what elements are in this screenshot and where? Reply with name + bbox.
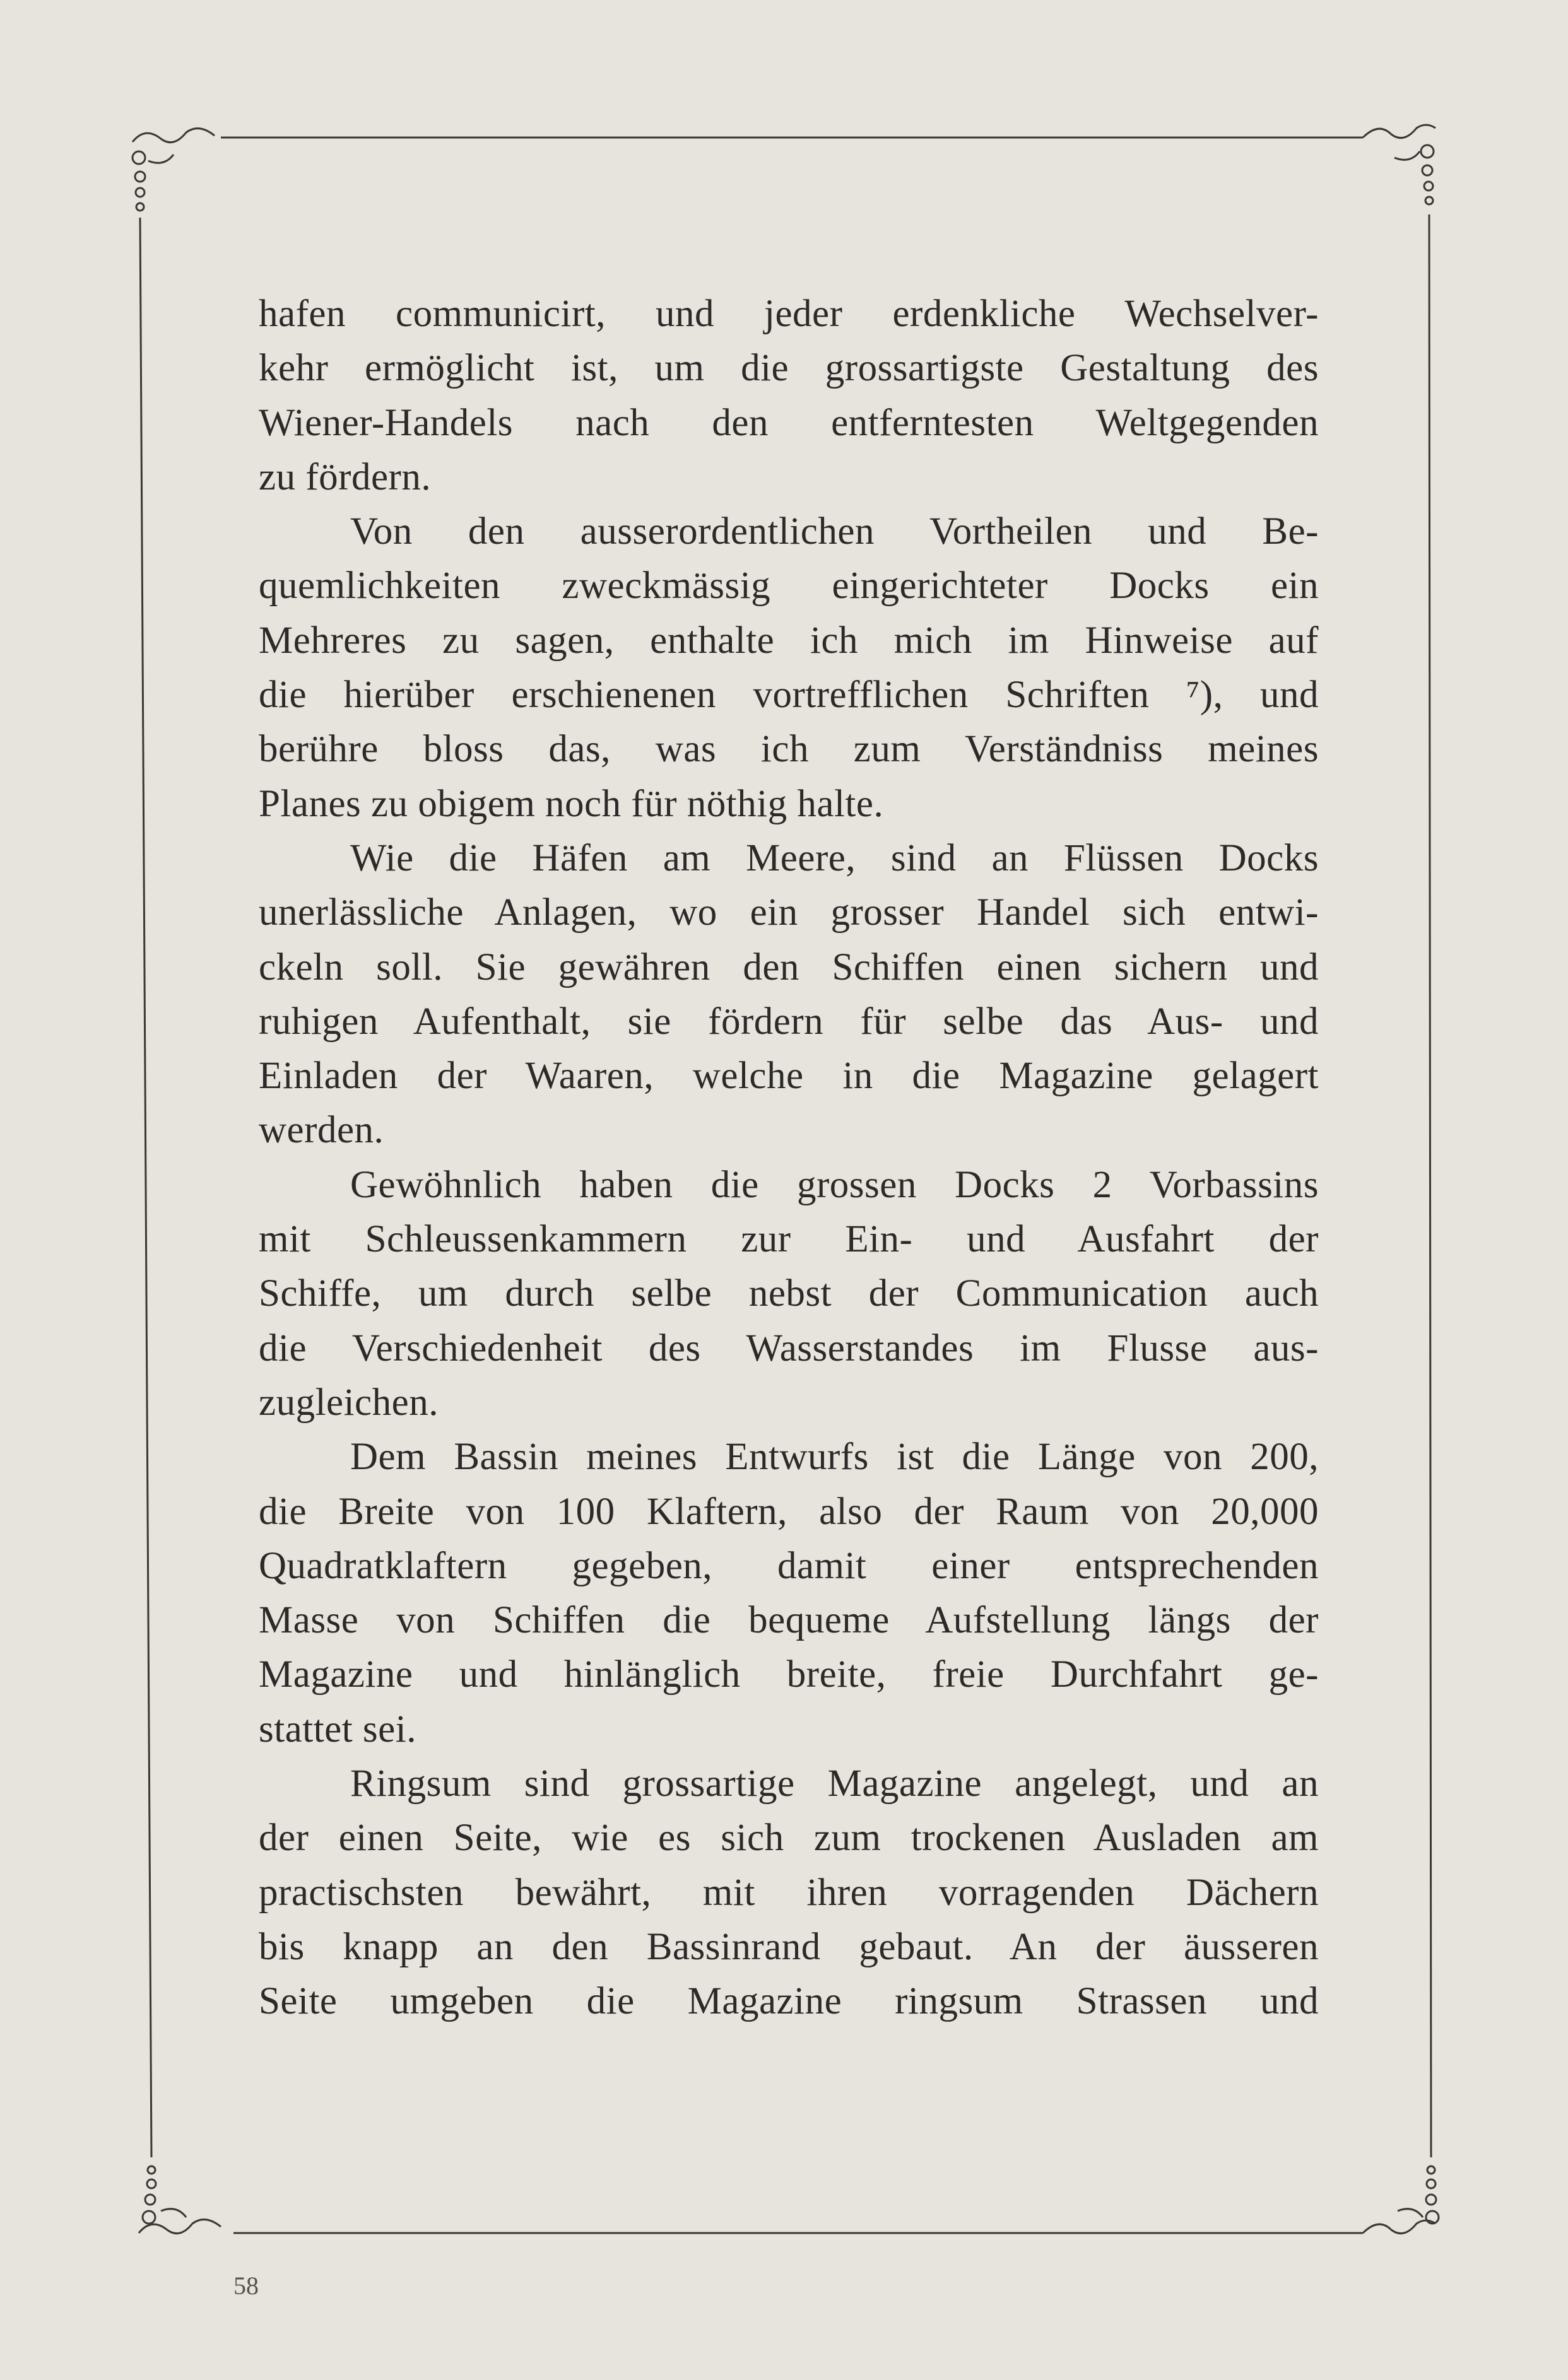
text-line: die Breite von 100 Klaftern, also der Raum von 20,000 bbox=[259, 1490, 1319, 1533]
corner-ornament-bottom-left bbox=[139, 2166, 221, 2234]
text-line: Einladen der Waaren, welche in die Magazine gelagert bbox=[259, 1055, 1319, 1098]
corner-ornament-top-left bbox=[133, 129, 215, 211]
text-line: Wiener-Handels nach den entferntesten Weltgegenden bbox=[259, 401, 1319, 444]
page-number: 58 bbox=[233, 2272, 259, 2300]
text-line: zugleichen. bbox=[259, 1381, 439, 1424]
text-line: Ringsum sind grossartige Magazine angelegt, und an bbox=[350, 1762, 1319, 1805]
text-line: werden. bbox=[259, 1109, 384, 1152]
text-line: Planes zu obigem noch für nöthig halte. bbox=[259, 782, 884, 825]
text-line: Von den ausserordentlichen Vortheilen und Be- bbox=[350, 510, 1319, 553]
text-line: unerlässliche Anlagen, wo ein grosser Handel sich entwi- bbox=[259, 891, 1319, 934]
text-line: die hierüber erschienenen vortrefflichen Schriften ⁷), und bbox=[259, 674, 1319, 717]
text-line: ruhigen Aufenthalt, sie fördern für selbe das Aus- und bbox=[259, 1000, 1319, 1043]
left-rule bbox=[140, 218, 151, 2157]
text-line: Dem Bassin meines Entwurfs ist die Länge von 200, bbox=[350, 1436, 1319, 1479]
corner-ornament-bottom-right bbox=[1363, 2166, 1439, 2234]
text-line: Gewöhnlich haben die grossen Docks 2 Vorbassins bbox=[350, 1163, 1319, 1206]
text-line: hafen communicirt, und jeder erdenkliche Wechselver- bbox=[259, 293, 1319, 335]
text-line: stattet sei. bbox=[259, 1708, 416, 1750]
text-line: practischsten bewährt, mit ihren vorragenden Dächern bbox=[259, 1871, 1319, 1914]
text-line: mit Schleussenkammern zur Ein- und Ausfahrt der bbox=[259, 1218, 1319, 1261]
text-line: der einen Seite, wie es sich zum trockenen Ausladen am bbox=[259, 1817, 1319, 1860]
text-line: die Verschiedenheit des Wasserstandes im Flusse aus- bbox=[259, 1327, 1319, 1369]
text-line: berühre bloss das, was ich zum Verständniss meines bbox=[259, 728, 1319, 771]
right-rule bbox=[1429, 214, 1431, 2157]
text-line: Masse von Schiffen die bequeme Aufstellung längs der bbox=[259, 1599, 1319, 1642]
text-line: Quadratklaftern gegeben, damit einer entsprechenden bbox=[259, 1544, 1319, 1587]
text-line: kehr ermöglicht ist, um die grossartigste Gestaltung des bbox=[259, 347, 1319, 390]
text-line: Seite umgeben die Magazine ringsum Strassen und bbox=[259, 1980, 1319, 2023]
text-line: bis knapp an den Bassinrand gebaut. An der äusseren bbox=[259, 1925, 1319, 1968]
corner-ornament-top-right bbox=[1363, 125, 1435, 204]
text-line: Magazine und hinlänglich breite, freie Durchfahrt ge- bbox=[259, 1653, 1319, 1696]
text-line: Mehreres zu sagen, enthalte ich mich im Hinweise auf bbox=[259, 619, 1319, 662]
text-line: Schiffe, um durch selbe nebst der Communication auch bbox=[259, 1272, 1319, 1315]
text-line: Wie die Häfen am Meere, sind an Flüssen Docks bbox=[350, 836, 1319, 879]
text-line: zu fördern. bbox=[259, 455, 432, 498]
text-line: ckeln soll. Sie gewähren den Schiffen einen sichern und bbox=[259, 946, 1319, 988]
body-text bbox=[259, 287, 1319, 2029]
text-line: quemlichkeiten zweckmässig eingerichteter Docks ein bbox=[259, 565, 1319, 607]
